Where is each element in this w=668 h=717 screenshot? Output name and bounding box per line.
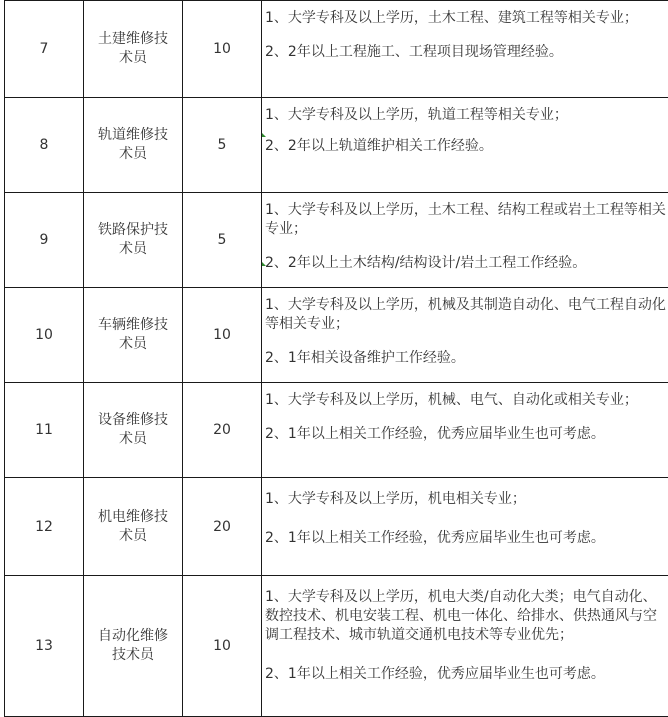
position-cell [84, 576, 183, 717]
requirement-1: 1、大学专科及以上学历，机电大类/自动化大类；电气自动化、数控技术、机电安装工程、机电一体化、给排水、供热通风与空调工程技术、城市轨道交通机电技术等专业优先； [265, 588, 667, 645]
requirement-2: 2、1年以上相关工作经验，优秀应届毕业生也可考虑。 [265, 425, 667, 444]
requirement-1: 1、大学专科及以上学历，土木工程、建筑工程等相关专业； [265, 9, 667, 28]
position-name: 设备维修技术员 [93, 411, 173, 449]
headcount: 20 [183, 383, 262, 478]
row-number: 13 [5, 576, 84, 717]
position-name: 机电维修技术员 [93, 508, 173, 546]
requirements-cell [262, 478, 668, 576]
requirement-2: 2、1年以上相关工作经验，优秀应届毕业生也可考虑。 [265, 529, 667, 548]
requirement-2: 2、1年相关设备维护工作经验。 [265, 349, 667, 368]
table-row [5, 478, 668, 576]
requirements-cell [262, 576, 668, 717]
position-cell [84, 383, 183, 478]
table-row [5, 193, 668, 288]
row-number: 9 [5, 193, 84, 288]
requirement-2: 2、2年以上工程施工、工程项目现场管理经验。 [265, 43, 667, 62]
requirements-cell [262, 1, 668, 98]
headcount: 10 [183, 288, 262, 383]
requirement-1: 1、大学专科及以上学历，土木工程、结构工程或岩土工程等相关专业； [265, 201, 667, 239]
table-row [5, 1, 668, 98]
position-name: 土建维修技术员 [93, 30, 173, 68]
position-name: 轨道维修技术员 [93, 126, 173, 164]
requirements-cell [262, 383, 668, 478]
requirement-1: 1、大学专科及以上学历，机电相关专业； [265, 490, 667, 509]
position-cell [84, 288, 183, 383]
requirement-2: 2、1年以上相关工作经验，优秀应届毕业生也可考虑。 [265, 665, 667, 684]
row-number: 11 [5, 383, 84, 478]
position-name: 铁路保护技术员 [93, 221, 173, 259]
headcount: 10 [183, 1, 262, 98]
position-cell [84, 98, 183, 193]
requirement-2: 2、2年以上轨道维护相关工作经验。 [265, 137, 667, 156]
table-row [5, 98, 668, 193]
position-name: 车辆维修技术员 [93, 316, 173, 354]
job-requirements-table [4, 0, 668, 717]
position-cell [84, 193, 183, 288]
table-row [5, 288, 668, 383]
row-number: 8 [5, 98, 84, 193]
requirement-1: 1、大学专科及以上学历，机械、电气、自动化或相关专业； [265, 391, 667, 410]
position-name: 自动化维修技术员 [93, 627, 173, 665]
position-cell [84, 1, 183, 98]
requirements-cell [262, 193, 668, 288]
requirement-1: 1、大学专科及以上学历，轨道工程等相关专业； [265, 106, 667, 125]
requirement-1: 1、大学专科及以上学历，机械及其制造自动化、电气工程自动化等相关专业； [265, 296, 667, 334]
requirements-cell [262, 98, 668, 193]
job-table-container [4, 0, 666, 717]
headcount: 20 [183, 478, 262, 576]
cell-marker-icon [262, 262, 266, 266]
headcount: 10 [183, 576, 262, 717]
headcount: 5 [183, 193, 262, 288]
requirements-cell [262, 288, 668, 383]
requirement-2: 2、2年以上土木结构/结构设计/岩土工程工作经验。 [265, 254, 667, 273]
cell-marker-icon [262, 133, 266, 137]
row-number: 10 [5, 288, 84, 383]
table-row [5, 576, 668, 717]
position-cell [84, 478, 183, 576]
table-row [5, 383, 668, 478]
headcount: 5 [183, 98, 262, 193]
row-number: 7 [5, 1, 84, 98]
row-number: 12 [5, 478, 84, 576]
